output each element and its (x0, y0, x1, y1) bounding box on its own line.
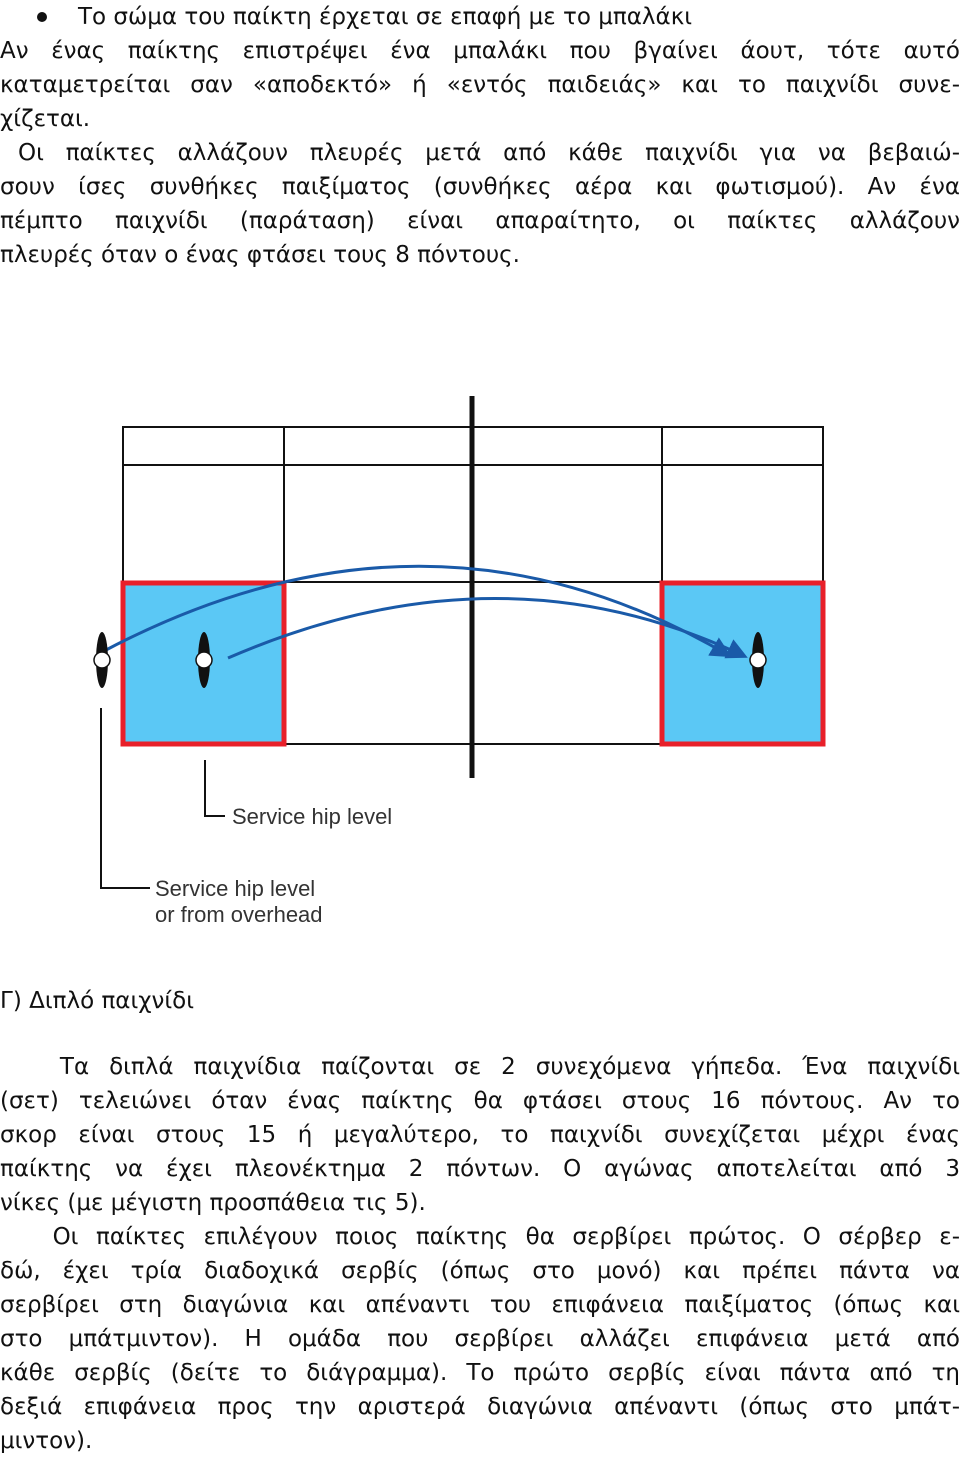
paragraph-line: καταμετρείται σαν «αποδεκτό» ή «εντός παιδειάς» και το παιχνίδι συνε- (0, 72, 960, 98)
label-service-hip-level: Service hip level (232, 804, 393, 829)
paragraph-line: Αν ένας παίκτης επιστρέψει ένα μπαλάκι που βγαίνει άουτ, τότε αυτό (0, 38, 960, 64)
paragraph-line: δεξιά επιφάνεια προς την αριστερά διαγώνια απέναντι (όπως στο μπάτ- (0, 1394, 960, 1420)
section-heading: Γ) Διπλό παιχνίδι (0, 988, 195, 1014)
paragraph-line: πέμπτο παιχνίδι (παράταση) είναι απαραίτητο, οι παίκτες αλλάζουν (0, 208, 960, 234)
service-box-right (662, 583, 823, 744)
paragraph-line: (σετ) τελειώνει όταν ένας παίκτης θα φτάσει στους 16 πόντους. Αν το (0, 1088, 960, 1114)
paragraph-line: πλευρές όταν ο ένας φτάσει τους 8 πόντους. (0, 242, 520, 268)
label-service-hip-overhead-line2: or from overhead (155, 902, 323, 927)
paragraph-line: σερβίρει στη διαγώνια και απέναντι του επιφάνεια παιξίματος (όπως και (0, 1292, 960, 1318)
paragraph-line: σουν ίσες συνθήκες παιξίματος (συνθήκες αέρα και φωτισμού). Αν ένα (0, 174, 960, 200)
paragraph-line: Οι παίκτες επιλέγουν ποιος παίκτης θα σερβίρει πρώτος. Ο σέρβερ ε- (0, 1224, 960, 1250)
player-left-outer-icon (94, 632, 110, 688)
paragraph-line: νίκες (με μέγιστη προσπάθεια τις 5). (0, 1190, 426, 1216)
paragraph-line: παίκτης να έχει πλεονέκτημα 2 πόντων. Ο αγώνας αποτελείται από 3 (0, 1156, 960, 1182)
paragraph-line: σκορ είναι στους 15 ή μεγαλύτερο, το παιχνίδι συνεχίζεται μέχρι ένας (0, 1122, 960, 1148)
paragraph-line: χίζεται. (0, 106, 91, 132)
bullet-text: Το σώμα του παίκτη έρχεται σε επαφή με το μπαλάκι (78, 4, 693, 30)
paragraph-line: Τα διπλά παιχνίδια παίζονται σε 2 συνεχόμενα γήπεδα. Ένα παιχνίδι (0, 1054, 960, 1080)
label-service-hip-overhead-line1: Service hip level (155, 876, 316, 901)
paragraph-line: στο μπάτμιντον). Η ομάδα που σερβίρει αλλάζει επιφάνεια μετά από (0, 1326, 960, 1352)
paragraph-line: μιντον). (0, 1428, 93, 1454)
paragraph-line: Οι παίκτες αλλάζουν πλευρές μετά από κάθε παιχνίδι για να βεβαιώ- (18, 140, 960, 166)
leader-line-hip (205, 760, 225, 816)
paragraph-line: κάθε σερβίς (δείτε το διάγραμμα). Το πρώτο σερβίς είναι πάντα από τη (0, 1360, 960, 1386)
paragraph-line: δώ, έχει τρία διαδοχικά σερβίς (όπως στο μονό) και πρέπει πάντα να (0, 1258, 960, 1284)
